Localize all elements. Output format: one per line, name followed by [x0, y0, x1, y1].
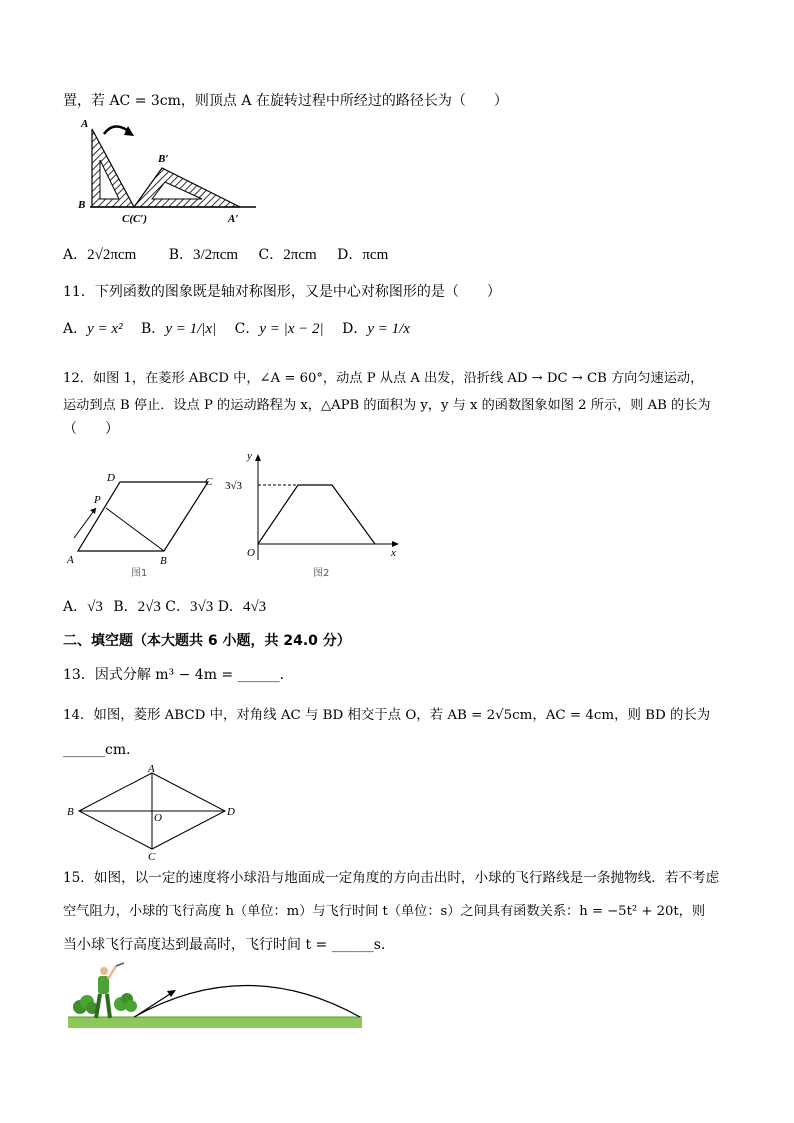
q14-line1: 14．如图，菱形 ABCD 中，对角线 AC 与 BD 相交于点 O，若 AB = 2√5cm，AC = 4cm，则 BD 的长为 — [63, 708, 711, 723]
fig-label-b-prime: B′ — [158, 153, 169, 165]
q11-option-b: B．y = 1/|x| — [141, 321, 217, 337]
fig-label-a: A — [81, 118, 89, 130]
q12-line1: 12．如图 1，在菱形 ABCD 中，∠A = 60°，动点 P 从点 A 出发，沿折线 AD → DC → CB 方向匀速运动， — [63, 371, 704, 386]
q14-label-b: B — [67, 806, 74, 818]
q10-options — [63, 248, 388, 263]
q14-label-a: A — [148, 763, 155, 775]
q10-text: 置，若 AC = 3cm，则顶点 A 在旋转过程中所经过的路径长为（ ） — [63, 93, 508, 109]
q12-option-b: B．2√3 — [113, 599, 161, 615]
fig2-ytick: 3√3 — [225, 480, 243, 492]
q12-rhombus-figure-1 — [64, 470, 224, 600]
fig2-axis-x: x — [391, 547, 396, 559]
q12-line2: 运动到点 B 停止．设点 P 的运动路程为 x，△APB 的面积为 y，y 与 x 的函数图象如图 2 所示，则 AB 的长为 — [63, 398, 711, 413]
q10-option-b: B．3/2πcm — [168, 247, 239, 263]
q12-options — [63, 600, 266, 615]
fig-label-b: B — [78, 199, 86, 211]
q14-label-o: O — [154, 812, 162, 824]
fig1-label-d: D — [107, 472, 115, 484]
q15-golf-figure — [66, 962, 366, 1032]
q11-option-c: C．y = |x − 2| — [234, 321, 324, 337]
q11-options — [63, 322, 410, 337]
q11-option-a: A．y = x² — [63, 321, 123, 337]
fig2-axis-y: y — [247, 450, 252, 462]
q12-line3: （ ） — [63, 421, 119, 437]
q10-option-d: D．πcm — [337, 247, 389, 263]
fig1-label-c: C — [205, 476, 213, 488]
q14-label-d: D — [227, 806, 235, 818]
q10-triangle-figure — [72, 112, 272, 247]
fig1-label-b: B — [160, 555, 167, 567]
section-heading-fill-in: 二、填空题（本大题共 6 小题，共 24.0 分） — [63, 633, 351, 649]
q15-line2: 空气阻力，小球的飞行高度 h（单位：m）与飞行时间 t（单位：s）之间具有函数关系：h = −5t² + 20t，则 — [63, 904, 706, 919]
q11-option-d: D．y = 1/x — [342, 321, 410, 337]
q14-label-c: C — [148, 851, 156, 863]
fig1-caption: 图1 — [131, 568, 148, 579]
q12-option-a: A．√3 — [63, 599, 103, 615]
q12-option-c: C．3√3 — [165, 599, 214, 615]
q12-graph-figure-2 — [225, 452, 405, 582]
bush-left — [73, 995, 98, 1014]
fig2-caption: 图2 — [313, 568, 330, 579]
q14-rhombus-figure — [63, 763, 243, 863]
q10-option-c: C．2πcm — [258, 247, 317, 263]
q13-text: 13．因式分解 m³ − 4m = ______． — [63, 667, 294, 683]
fig-label-c: C(C′) — [122, 213, 148, 225]
q15-line3: 当小球飞行高度达到最高时，飞行时间 t = ______s． — [63, 937, 395, 953]
fig-label-a-prime: A′ — [228, 213, 239, 225]
q15-line1: 15．如图，以一定的速度将小球沿与地面成一定角度的方向击出时，小球的飞行路线是一条抛物线．若不考虑 — [63, 870, 720, 886]
q10-option-a: A．2√2πcm — [63, 247, 137, 263]
fig1-label-a: A — [67, 554, 74, 566]
fig1-label-p: P — [94, 494, 101, 506]
q12-option-d: D．4√3 — [217, 599, 267, 615]
fig2-origin: O — [247, 547, 255, 559]
bush-right — [114, 993, 137, 1012]
q14-line2: ______cm． — [63, 742, 141, 758]
q11-stem: 11．下列函数的图象既是轴对称图形，又是中心对称图形的是（ ） — [63, 284, 501, 300]
